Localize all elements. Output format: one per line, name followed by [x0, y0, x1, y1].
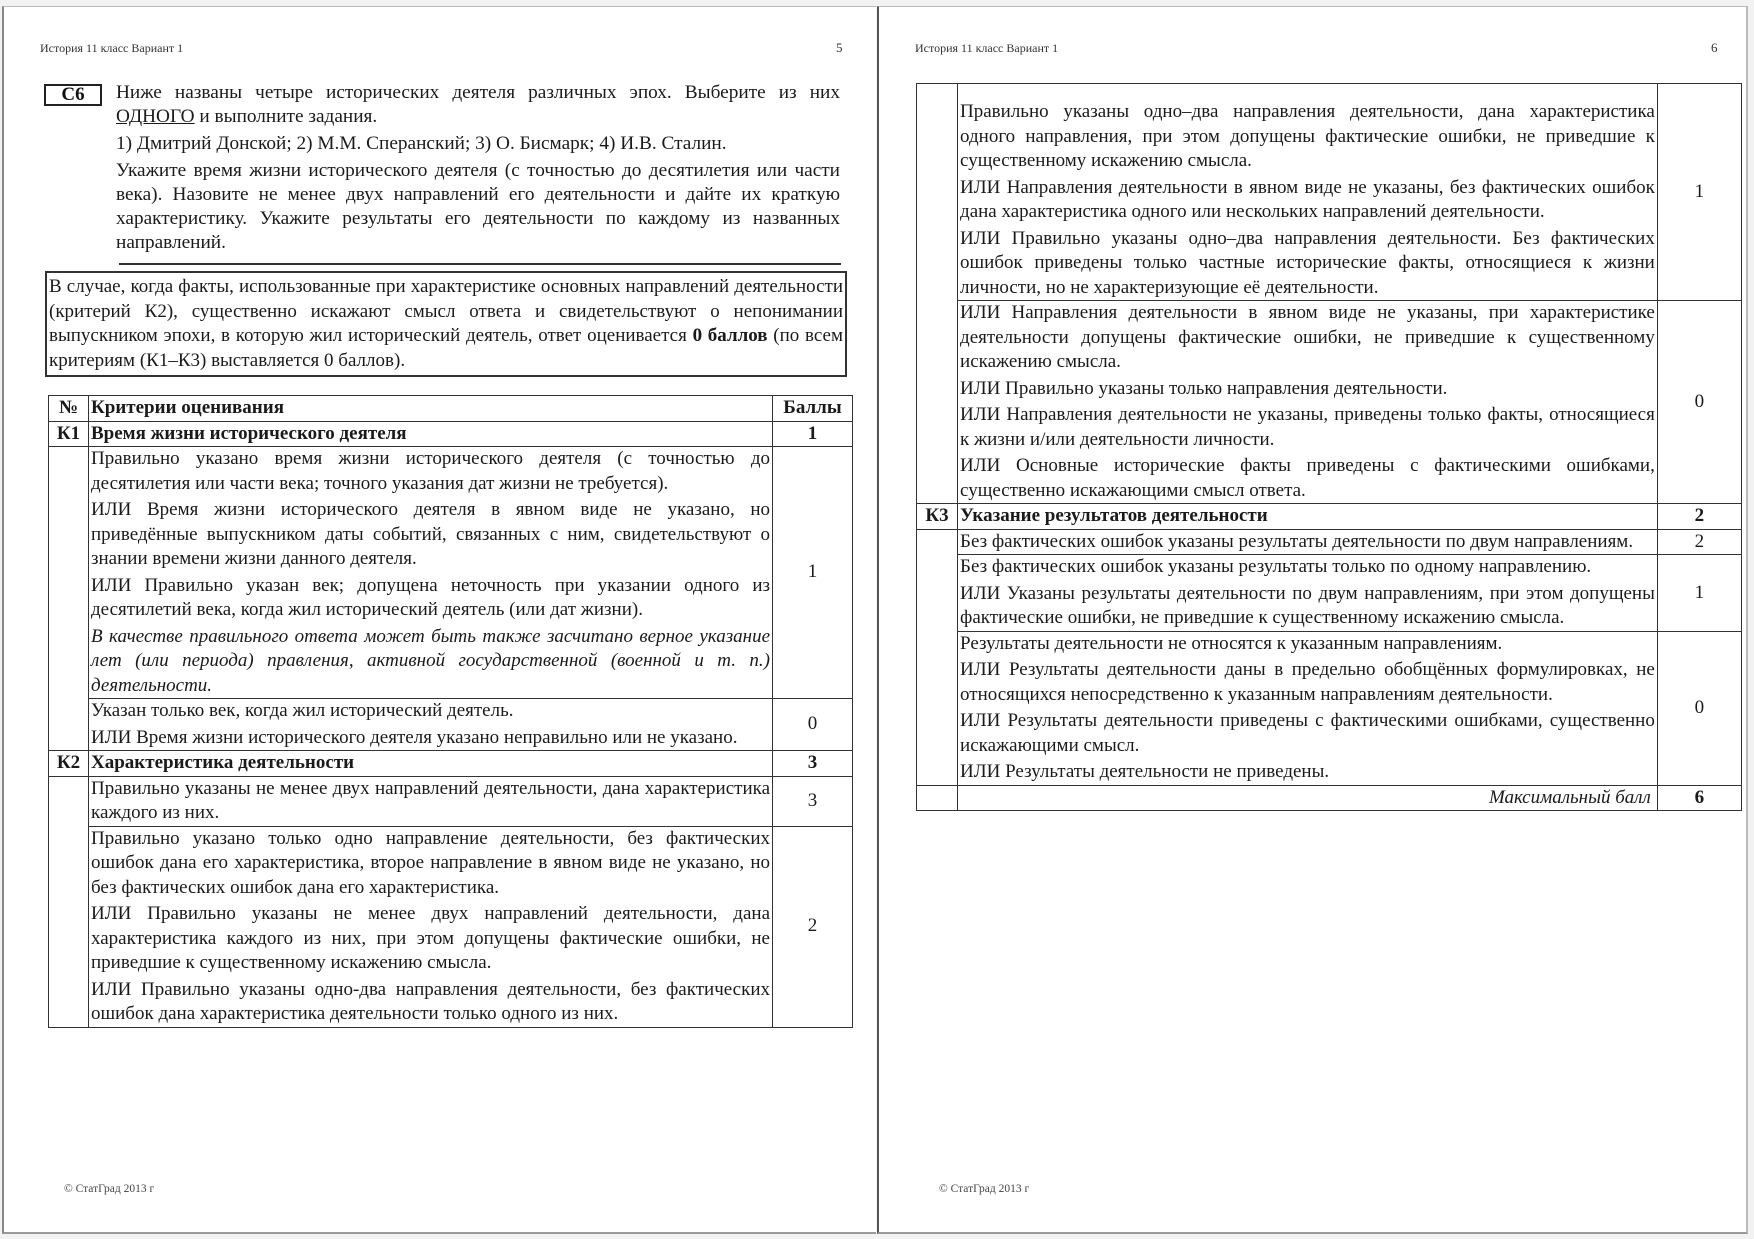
page-footer: © СтатГрад 2013 г: [939, 1183, 1030, 1195]
empty-cell: [917, 84, 958, 504]
row-line: Результаты деятельности не относятся к указанным направлениям.: [960, 632, 1503, 654]
row-description: [958, 301, 1658, 504]
table-row: [917, 84, 1742, 301]
page-5: [2, 6, 876, 1234]
row-description: [958, 529, 1658, 555]
header-points: Баллы: [773, 396, 853, 422]
table-row: [917, 555, 1742, 632]
max-score-value: 6: [1657, 785, 1741, 811]
task-intro-emphasis: ОДНОГО: [116, 106, 195, 127]
running-head: История 11 класс Вариант 1: [915, 41, 1059, 55]
criteria-table: [48, 395, 853, 1028]
row-line: ИЛИ Основные исторические факты приведены с фактическими ошибками, существенно искажающими смысл ответа.: [960, 455, 1655, 501]
row-description: [89, 826, 773, 1027]
row-line: ИЛИ Правильно указаны только направления деятельности.: [960, 377, 1448, 399]
row-score: 0: [1657, 301, 1741, 504]
task-intro-part1: Ниже названы четыре исторических деятеля различных эпох. Выберите из них: [116, 82, 840, 103]
criterion-code: К2: [49, 751, 89, 777]
row-score: 0: [773, 699, 853, 751]
row-line: ИЛИ Время жизни исторического деятеля в явном виде не указано, но приведённые выпускником даты событий, связанных с ним, свидетельствуют о знании времени жизни данного деятеля.: [91, 499, 770, 569]
max-score-row: [917, 785, 1742, 811]
row-score: 0: [1657, 631, 1741, 785]
row-line: ИЛИ Указаны результаты деятельности по двум направлениям, при этом допущены фактические ошибки, не приведшие к существенному искажению смысла.: [960, 582, 1655, 628]
row-line: Правильно указаны одно–два направления деятельности, дана характеристика одного направления, при этом допущены фактические ошибки, не приведшие к существенному искажению смысла.: [960, 101, 1655, 171]
empty-cell: [49, 447, 89, 751]
row-score: 1: [1657, 555, 1741, 632]
task-intro-part2: и выполните задания.: [194, 106, 378, 127]
criterion-title: Время жизни исторического деятеля: [89, 421, 773, 447]
task-text: [116, 81, 840, 255]
row-description: [89, 776, 773, 826]
row-line: ИЛИ Результаты деятельности приведены с фактическими ошибками, существенно искажающими смысл.: [960, 710, 1655, 756]
row-description: [958, 84, 1658, 301]
row-line: ИЛИ Направления деятельности в явном виде не указаны, при характеристике деятельности допущены фактические ошибки, не приведшие к существенному искажению смысла.: [960, 302, 1655, 372]
page-footer: © СтатГрад 2013 г: [64, 1183, 155, 1195]
task-intro: [116, 81, 840, 129]
task-divider: [119, 263, 841, 265]
row-description: [958, 555, 1658, 632]
task-instruction: Укажите время жизни исторического деятеля (с точностью до десятилетия или части века). Назовите не менее двух направлений его деятельности и дайте их краткую характеристику. Укажите результаты его деятельности по каждому из названных направлений.: [116, 160, 840, 253]
empty-cell: [917, 785, 958, 811]
page-number: 5: [836, 40, 843, 55]
row-line: Без фактических ошибок указаны результаты только по одному направлению.: [960, 556, 1592, 577]
row-line: Правильно указано время жизни исторического деятеля (с точностью до десятилетия или части века; точного указания дат жизни не требуется).: [91, 448, 770, 494]
table-header: [49, 396, 853, 422]
criterion-title: Указание результатов деятельности: [958, 504, 1658, 530]
task-badge: С6: [44, 84, 102, 106]
criterion-max: 1: [773, 421, 853, 447]
row-description: [958, 631, 1658, 785]
criterion-code: К1: [49, 421, 89, 447]
criterion-k3-row: [917, 504, 1742, 530]
row-score: 3: [773, 776, 853, 826]
table-row: [49, 826, 853, 1027]
row-description: [89, 447, 773, 699]
row-italic-note: В качестве правильного ответа может быть также засчитано верное указание лет (или периода) правления, активной государственной (военной и т. п.) деятельности.: [91, 625, 770, 696]
row-line: ИЛИ Направления деятельности в явном виде не указаны, без фактических ошибок дана характеристика одного или нескольких направлений деятельности.: [960, 176, 1655, 222]
criterion-k1-row: [49, 421, 853, 447]
page-6: [877, 6, 1748, 1234]
criterion-title: Характеристика деятельности: [89, 751, 773, 777]
row-line: Правильно указано только одно направление деятельности, без фактических ошибок дана его характеристика, второе направление в явном виде не указано, но без фактических ошибок дана его характеристика.: [91, 827, 770, 898]
empty-cell: [917, 529, 958, 785]
row-score: 1: [773, 447, 853, 699]
running-head: История 11 класс Вариант 1: [40, 41, 184, 55]
note-text: В случае, когда факты, использованные при характеристике основных направлений деятельности (критерий К2), существенно искажают смысл ответа и свидетельствуют о непонимании выпускником эпохи, в которую жил исторический деятель, ответ оценивается: [49, 276, 843, 346]
row-score: 2: [773, 826, 853, 1027]
table-row: [49, 699, 853, 751]
row-score: 2: [1657, 529, 1741, 555]
table-row: [917, 301, 1742, 504]
task-figures: 1) Дмитрий Донской; 2) М.М. Сперанский; 3) О. Бисмарк; 4) И.В. Сталин.: [116, 133, 727, 154]
row-line: ИЛИ Результаты деятельности не приведены.: [960, 761, 1330, 782]
row-line: Правильно указаны не менее двух направлений деятельности, дана характеристика каждого из них.: [91, 777, 770, 823]
criterion-k2-row: [49, 751, 853, 777]
row-line: ИЛИ Правильно указан век; допущена неточность при указании одного из десятилетий века, когда жил исторический деятель (или дат жизни).: [91, 574, 770, 620]
row-score: 1: [1657, 84, 1741, 301]
criteria-table-continued: [916, 83, 1742, 811]
row-description: [89, 699, 773, 751]
note-text-end: (по всем критериям (К1–К3) выставляется 0 баллов).: [49, 325, 844, 371]
note-bold: 0 баллов: [692, 325, 768, 346]
table-row: [917, 631, 1742, 785]
row-line: ИЛИ Правильно указаны одно-два направления деятельности, без фактических ошибок дана характеристика деятельности только одного из них.: [91, 978, 770, 1024]
row-line: ИЛИ Время жизни исторического деятеля указано неправильно или не указано.: [91, 726, 738, 748]
page-number: 6: [1711, 40, 1718, 55]
row-line: ИЛИ Результаты деятельности даны в предельно обобщённых формулировках, не относящихся непосредственно к указанным направлениям деятельности.: [960, 659, 1655, 705]
header-criteria: Критерии оценивания: [89, 396, 773, 422]
criterion-max: 3: [773, 751, 853, 777]
header-num: №: [49, 396, 89, 422]
table-row: [49, 447, 853, 699]
row-line: Указан только век, когда жил исторический деятель.: [91, 700, 514, 721]
criterion-code: К3: [917, 504, 958, 530]
grading-note: [45, 271, 847, 377]
row-line: ИЛИ Правильно указаны не менее двух направлений деятельности, дана характеристика каждого из них, при этом допущены фактические ошибки, не приведшие к существенному искажению смысла.: [91, 903, 770, 973]
table-row: [917, 529, 1742, 555]
row-line: Без фактических ошибок указаны результаты деятельности по двум направлениям.: [960, 530, 1634, 552]
row-line: ИЛИ Правильно указаны одно–два направления деятельности. Без фактических ошибок приведены только частные исторические факты, относящиеся к жизни личности, но не характеризующие её деятельности.: [960, 227, 1655, 298]
max-score-label: Максимальный балл: [958, 785, 1658, 811]
table-row: [49, 776, 853, 826]
criterion-max: 2: [1657, 504, 1741, 530]
empty-cell: [49, 776, 89, 1027]
row-line: ИЛИ Направления деятельности не указаны, приведены только факты, относящиеся к жизни и/или деятельности личности.: [960, 404, 1655, 450]
